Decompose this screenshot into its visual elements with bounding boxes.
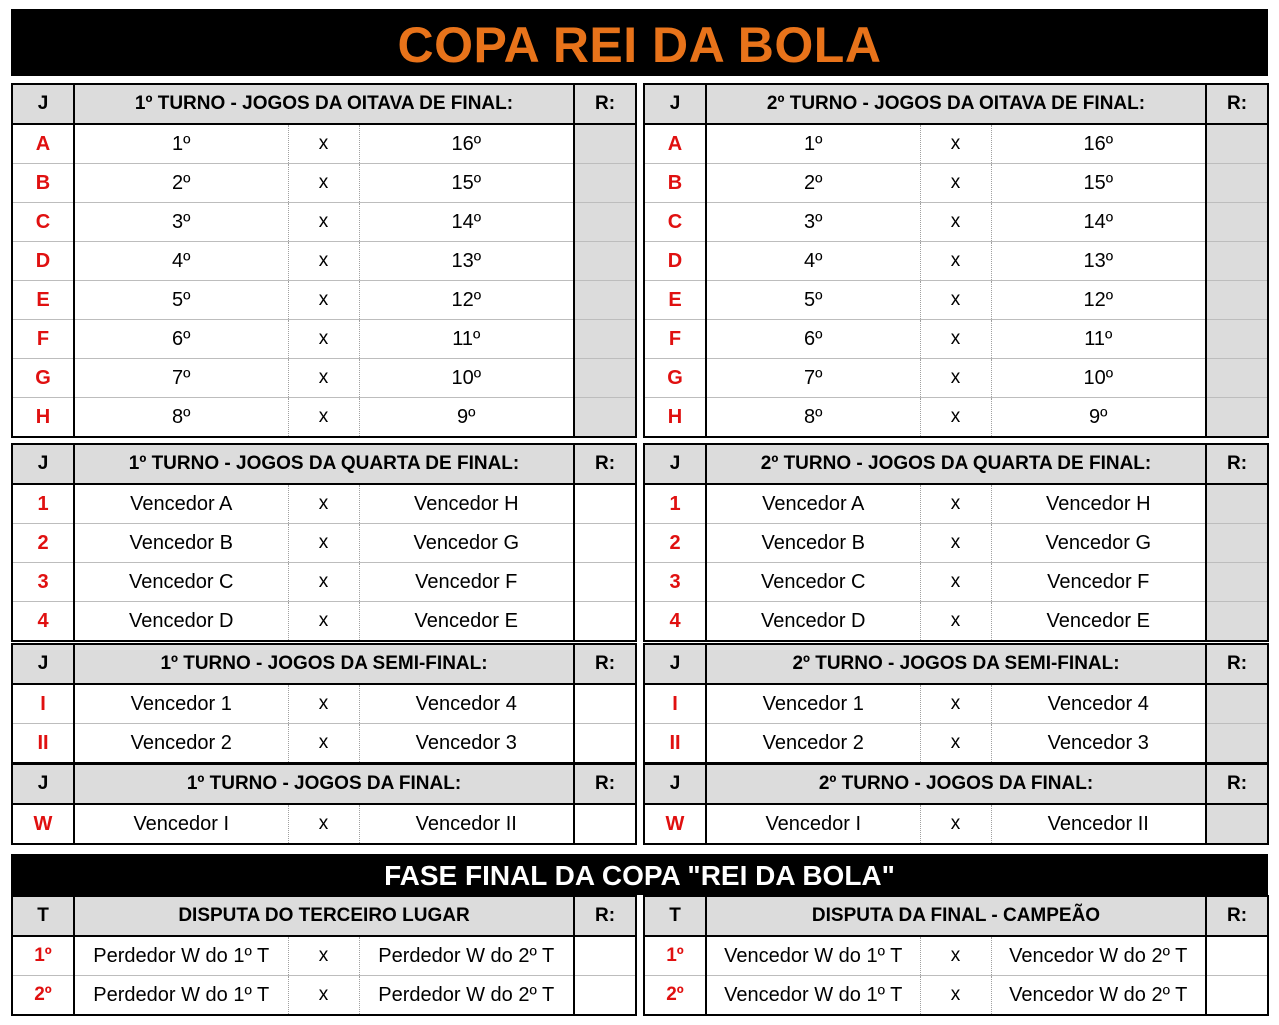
table-header-row [644, 444, 1268, 484]
result-cell[interactable] [1206, 524, 1268, 563]
game-label: C [12, 203, 74, 242]
column-header-j: J [644, 764, 706, 804]
semi-turno1-table [11, 643, 637, 764]
home-team: 8º [706, 398, 920, 438]
home-team: 8º [74, 398, 288, 438]
game-label: 3 [12, 563, 74, 602]
match-row [12, 936, 636, 976]
column-header-j: J [12, 84, 74, 124]
home-team: Vencedor C [74, 563, 288, 602]
match-row [644, 804, 1268, 844]
result-cell[interactable] [1206, 484, 1268, 524]
versus-mark: x [920, 281, 991, 320]
versus-mark: x [920, 359, 991, 398]
result-cell[interactable] [1206, 398, 1268, 438]
away-team: 14º [991, 203, 1206, 242]
column-header-j: J [12, 444, 74, 484]
game-label: 4 [644, 602, 706, 642]
result-cell[interactable] [574, 563, 636, 602]
column-header-result: R: [1206, 764, 1268, 804]
game-label: II [644, 724, 706, 764]
section-title: 2º TURNO - JOGOS DA SEMI-FINAL: [706, 644, 1206, 684]
final-campeao-table [643, 895, 1269, 1016]
game-label: 1º [644, 936, 706, 976]
away-team: Vencedor E [991, 602, 1206, 642]
away-team: 10º [359, 359, 574, 398]
home-team: Vencedor I [74, 804, 288, 844]
section-title: 1º TURNO - JOGOS DA FINAL: [74, 764, 574, 804]
game-label: II [12, 724, 74, 764]
home-team: 5º [706, 281, 920, 320]
column-header-j: J [12, 764, 74, 804]
home-team: 7º [74, 359, 288, 398]
home-team: Vencedor 1 [706, 684, 920, 724]
away-team: Vencedor F [991, 563, 1206, 602]
column-header-result: R: [574, 444, 636, 484]
table-header-row [644, 84, 1268, 124]
final-turno2-table [643, 763, 1269, 845]
game-label: 1º [12, 936, 74, 976]
away-team: Vencedor G [359, 524, 574, 563]
versus-mark: x [288, 936, 359, 976]
game-label: W [644, 804, 706, 844]
versus-mark: x [920, 124, 991, 164]
section-title: 1º TURNO - JOGOS DA SEMI-FINAL: [74, 644, 574, 684]
away-team: Vencedor E [359, 602, 574, 642]
table-header-row [12, 444, 636, 484]
match-row [644, 936, 1268, 976]
home-team: 7º [706, 359, 920, 398]
result-cell[interactable] [1206, 602, 1268, 642]
oitavas-turno1-table [11, 83, 637, 438]
column-header-j: T [12, 896, 74, 936]
versus-mark: x [920, 936, 991, 976]
section-title: 2º TURNO - JOGOS DA QUARTA DE FINAL: [706, 444, 1206, 484]
home-team: 4º [74, 242, 288, 281]
match-row [12, 804, 636, 844]
result-cell[interactable] [574, 281, 636, 320]
column-header-j: J [644, 644, 706, 684]
home-team: Perdedor W do 1º T [74, 936, 288, 976]
away-team: 16º [359, 124, 574, 164]
result-cell[interactable] [574, 320, 636, 359]
away-team: Vencedor H [991, 484, 1206, 524]
match-row [644, 524, 1268, 563]
away-team: 13º [991, 242, 1206, 281]
away-team: 12º [991, 281, 1206, 320]
game-label: H [644, 398, 706, 438]
match-row [644, 320, 1268, 359]
match-row [644, 203, 1268, 242]
result-cell[interactable] [574, 684, 636, 724]
table-header-row [644, 644, 1268, 684]
section-title: 2º TURNO - JOGOS DA OITAVA DE FINAL: [706, 84, 1206, 124]
match-row [644, 976, 1268, 1016]
game-label: B [12, 164, 74, 203]
versus-mark: x [288, 359, 359, 398]
away-team: 9º [359, 398, 574, 438]
versus-mark: x [920, 398, 991, 438]
game-label: G [644, 359, 706, 398]
versus-mark: x [920, 320, 991, 359]
home-team: Vencedor C [706, 563, 920, 602]
home-team: Vencedor W do 1º T [706, 936, 920, 976]
match-row [644, 398, 1268, 438]
section-title: 2º TURNO - JOGOS DA FINAL: [706, 764, 1206, 804]
match-row [12, 359, 636, 398]
result-cell[interactable] [574, 242, 636, 281]
home-team: 3º [74, 203, 288, 242]
game-label: 2 [644, 524, 706, 563]
column-header-result: R: [574, 764, 636, 804]
home-team: 6º [706, 320, 920, 359]
result-cell[interactable] [574, 164, 636, 203]
final-turno1-table [11, 763, 637, 845]
away-team: Perdedor W do 2º T [359, 936, 574, 976]
match-row [12, 164, 636, 203]
table-header-row [644, 896, 1268, 936]
home-team: Vencedor I [706, 804, 920, 844]
away-team: 15º [991, 164, 1206, 203]
result-cell[interactable] [574, 524, 636, 563]
versus-mark: x [288, 484, 359, 524]
quartas-turno2-table [643, 443, 1269, 642]
column-header-result: R: [574, 84, 636, 124]
terceiro-lugar-table [11, 895, 637, 1016]
column-header-j: J [644, 444, 706, 484]
match-row [12, 724, 636, 764]
away-team: Vencedor G [991, 524, 1206, 563]
result-cell[interactable] [1206, 684, 1268, 724]
result-cell[interactable] [1206, 563, 1268, 602]
match-row [644, 724, 1268, 764]
game-label: F [644, 320, 706, 359]
match-row [12, 124, 636, 164]
section-title: 1º TURNO - JOGOS DA QUARTA DE FINAL: [74, 444, 574, 484]
versus-mark: x [288, 124, 359, 164]
quartas-turno1-table [11, 443, 637, 642]
home-team: Vencedor B [74, 524, 288, 563]
match-row [12, 524, 636, 563]
match-row [644, 281, 1268, 320]
match-row [12, 684, 636, 724]
result-cell[interactable] [574, 203, 636, 242]
away-team: Vencedor 3 [991, 724, 1206, 764]
game-label: A [12, 124, 74, 164]
away-team: 11º [359, 320, 574, 359]
versus-mark: x [288, 524, 359, 563]
away-team: 12º [359, 281, 574, 320]
match-row [644, 602, 1268, 642]
away-team: Vencedor 4 [359, 684, 574, 724]
result-cell[interactable] [1206, 203, 1268, 242]
versus-mark: x [288, 563, 359, 602]
result-cell[interactable] [1206, 124, 1268, 164]
home-team: Vencedor B [706, 524, 920, 563]
versus-mark: x [288, 804, 359, 844]
table-header-row [644, 764, 1268, 804]
versus-mark: x [288, 242, 359, 281]
match-row [644, 242, 1268, 281]
result-cell[interactable] [1206, 724, 1268, 764]
home-team: Vencedor W do 1º T [706, 976, 920, 1016]
versus-mark: x [288, 281, 359, 320]
match-row [12, 203, 636, 242]
column-header-result: R: [1206, 644, 1268, 684]
home-team: 1º [74, 124, 288, 164]
game-label: 1 [644, 484, 706, 524]
game-label: D [644, 242, 706, 281]
result-cell[interactable] [1206, 804, 1268, 844]
column-header-result: R: [574, 644, 636, 684]
versus-mark: x [288, 724, 359, 764]
game-label: 4 [12, 602, 74, 642]
away-team: Vencedor F [359, 563, 574, 602]
game-label: 2º [644, 976, 706, 1016]
match-row [12, 320, 636, 359]
match-row [644, 164, 1268, 203]
page-title: COPA REI DA BOLA [11, 9, 1268, 76]
versus-mark: x [920, 242, 991, 281]
away-team: 11º [991, 320, 1206, 359]
game-label: I [12, 684, 74, 724]
match-row [12, 563, 636, 602]
versus-mark: x [288, 203, 359, 242]
table-header-row [12, 764, 636, 804]
game-label: 2 [12, 524, 74, 563]
column-header-result: R: [574, 896, 636, 936]
versus-mark: x [920, 804, 991, 844]
match-row [644, 124, 1268, 164]
versus-mark: x [288, 164, 359, 203]
home-team: 3º [706, 203, 920, 242]
away-team: Vencedor H [359, 484, 574, 524]
result-cell[interactable] [1206, 281, 1268, 320]
away-team: Vencedor W do 2º T [991, 936, 1206, 976]
game-label: G [12, 359, 74, 398]
home-team: 2º [74, 164, 288, 203]
column-header-result: R: [1206, 84, 1268, 124]
result-cell[interactable] [1206, 936, 1268, 976]
column-header-result: R: [1206, 896, 1268, 936]
away-team: 14º [359, 203, 574, 242]
game-label: F [12, 320, 74, 359]
match-row [12, 602, 636, 642]
away-team: 13º [359, 242, 574, 281]
home-team: Vencedor A [706, 484, 920, 524]
semi-turno2-table [643, 643, 1269, 764]
away-team: 15º [359, 164, 574, 203]
game-label: B [644, 164, 706, 203]
game-label: W [12, 804, 74, 844]
versus-mark: x [920, 724, 991, 764]
result-cell[interactable] [574, 484, 636, 524]
game-label: E [644, 281, 706, 320]
match-row [12, 281, 636, 320]
oitavas-turno2-table [643, 83, 1269, 438]
versus-mark: x [920, 684, 991, 724]
column-header-j: J [12, 644, 74, 684]
game-label: 2º [12, 976, 74, 1016]
result-cell[interactable] [574, 398, 636, 438]
game-label: 1 [12, 484, 74, 524]
home-team: 2º [706, 164, 920, 203]
result-cell[interactable] [574, 804, 636, 844]
match-row [12, 398, 636, 438]
match-row [12, 242, 636, 281]
home-team: Vencedor 1 [74, 684, 288, 724]
versus-mark: x [920, 602, 991, 642]
home-team: 1º [706, 124, 920, 164]
away-team: Vencedor 3 [359, 724, 574, 764]
versus-mark: x [920, 484, 991, 524]
result-cell[interactable] [1206, 320, 1268, 359]
fase-final-banner: FASE FINAL DA COPA "REI DA BOLA" [11, 854, 1268, 895]
away-team: Vencedor II [359, 804, 574, 844]
versus-mark: x [288, 602, 359, 642]
away-team: 10º [991, 359, 1206, 398]
game-label: C [644, 203, 706, 242]
home-team: 5º [74, 281, 288, 320]
home-team: Vencedor D [74, 602, 288, 642]
versus-mark: x [920, 164, 991, 203]
match-row [12, 484, 636, 524]
game-label: H [12, 398, 74, 438]
column-header-j: J [644, 84, 706, 124]
home-team: Vencedor 2 [74, 724, 288, 764]
versus-mark: x [288, 320, 359, 359]
away-team: Vencedor 4 [991, 684, 1206, 724]
away-team: Vencedor II [991, 804, 1206, 844]
result-cell[interactable] [574, 976, 636, 1016]
match-row [644, 684, 1268, 724]
game-label: E [12, 281, 74, 320]
versus-mark: x [288, 398, 359, 438]
section-title: DISPUTA DA FINAL - CAMPEÃO [706, 896, 1206, 936]
table-header-row [12, 644, 636, 684]
home-team: Perdedor W do 1º T [74, 976, 288, 1016]
table-header-row [12, 896, 636, 936]
game-label: I [644, 684, 706, 724]
away-team: 9º [991, 398, 1206, 438]
section-title: 1º TURNO - JOGOS DA OITAVA DE FINAL: [74, 84, 574, 124]
result-cell[interactable] [1206, 242, 1268, 281]
home-team: Vencedor A [74, 484, 288, 524]
column-header-j: T [644, 896, 706, 936]
versus-mark: x [920, 203, 991, 242]
versus-mark: x [920, 563, 991, 602]
home-team: Vencedor 2 [706, 724, 920, 764]
column-header-result: R: [1206, 444, 1268, 484]
result-cell[interactable] [574, 602, 636, 642]
result-cell[interactable] [1206, 164, 1268, 203]
versus-mark: x [920, 976, 991, 1016]
game-label: 3 [644, 563, 706, 602]
versus-mark: x [288, 976, 359, 1016]
section-title: DISPUTA DO TERCEIRO LUGAR [74, 896, 574, 936]
result-cell[interactable] [1206, 359, 1268, 398]
versus-mark: x [920, 524, 991, 563]
match-row [644, 484, 1268, 524]
result-cell[interactable] [574, 359, 636, 398]
home-team: 6º [74, 320, 288, 359]
away-team: Perdedor W do 2º T [359, 976, 574, 1016]
result-cell[interactable] [1206, 976, 1268, 1016]
game-label: A [644, 124, 706, 164]
result-cell[interactable] [574, 124, 636, 164]
home-team: 4º [706, 242, 920, 281]
game-label: D [12, 242, 74, 281]
away-team: 16º [991, 124, 1206, 164]
result-cell[interactable] [574, 724, 636, 764]
match-row [644, 359, 1268, 398]
match-row [644, 563, 1268, 602]
away-team: Vencedor W do 2º T [991, 976, 1206, 1016]
table-header-row [12, 84, 636, 124]
home-team: Vencedor D [706, 602, 920, 642]
result-cell[interactable] [574, 936, 636, 976]
match-row [12, 976, 636, 1016]
versus-mark: x [288, 684, 359, 724]
